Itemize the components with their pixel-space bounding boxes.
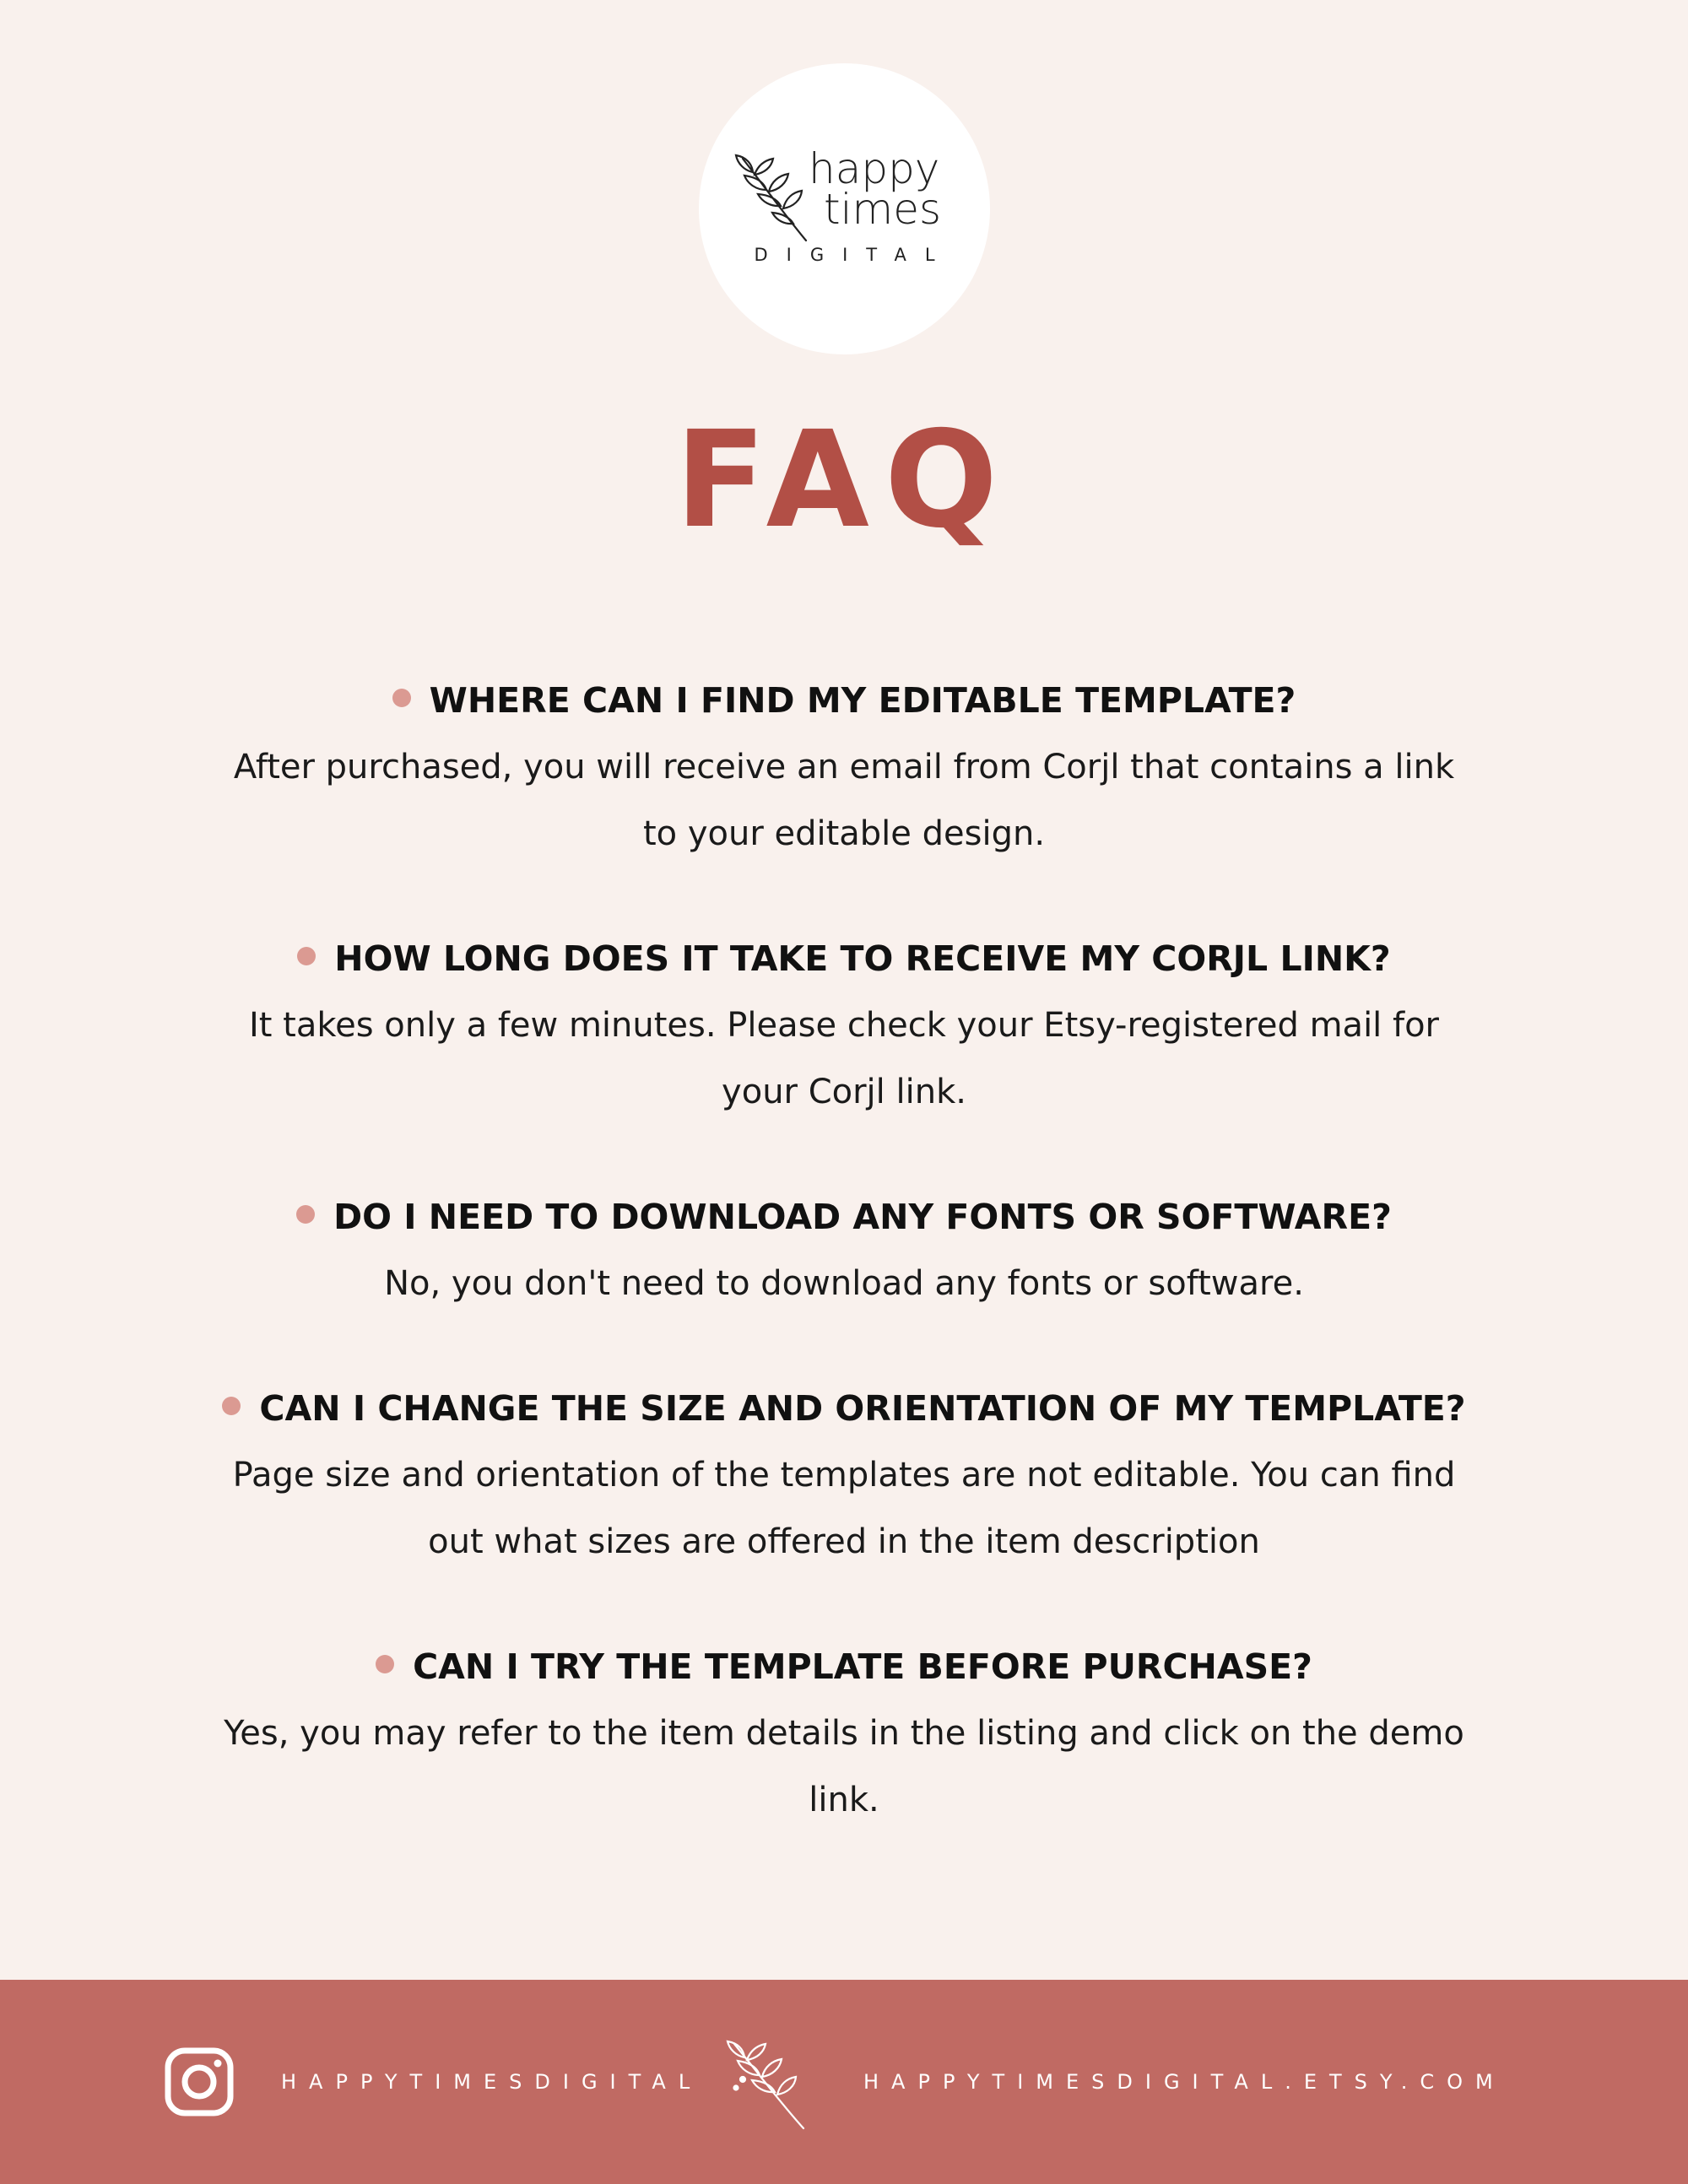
bullet-dot-icon [376, 1655, 394, 1673]
etsy-website-link[interactable]: HAPPYTIMESDIGITAL.ETSY.COM [863, 2070, 1506, 2094]
faq-answer: Page size and orientation of the templates are not editable. You can find out what sizes are offered in the item description [232, 1456, 1456, 1561]
faq-question [392, 667, 1296, 734]
faq-question-text: HOW LONG DOES IT TAKE TO RECEIVE MY CORJL LINK? [334, 938, 1391, 979]
instagram-icon[interactable] [165, 2047, 234, 2116]
faq-question [297, 925, 1390, 992]
faq-item [0, 1183, 1688, 1317]
bullet-dot-icon [392, 689, 411, 707]
logo-text-digital: DIGITAL [754, 245, 954, 265]
bullet-dot-icon [222, 1397, 241, 1415]
faq-question-text: WHERE CAN I FIND MY EDITABLE TEMPLATE? [429, 680, 1296, 721]
faq-answer: It takes only a few minutes. Please check your Etsy-registered mail for your Corjl link. [248, 1006, 1440, 1111]
logo-text-times: times [824, 185, 942, 234]
bullet-dot-icon [296, 1205, 315, 1224]
faq-item [0, 1633, 1688, 1834]
faq-answer: No, you don't need to download any fonts or software. [384, 1264, 1304, 1303]
faq-answer: After purchased, you will receive an email from Corjl that contains a link to your editable design. [233, 748, 1455, 853]
leaf-branch-icon [726, 2039, 810, 2132]
faq-list [0, 667, 1688, 1891]
faq-answer: Yes, you may refer to the item details in the listing and click on the demo link. [224, 1714, 1464, 1819]
faq-question-text: CAN I CHANGE THE SIZE AND ORIENTATION OF MY TEMPLATE? [259, 1388, 1466, 1429]
brand-logo [699, 63, 990, 354]
page-title: FAQ [674, 403, 1014, 558]
faq-question-text: DO I NEED TO DOWNLOAD ANY FONTS OR SOFTWARE? [333, 1197, 1392, 1237]
faq-question [296, 1183, 1392, 1251]
faq-question [376, 1633, 1312, 1700]
faq-question-text: CAN I TRY THE TEMPLATE BEFORE PURCHASE? [413, 1646, 1312, 1687]
leaf-branch-icon [734, 152, 814, 245]
faq-item [0, 667, 1688, 868]
footer [0, 1980, 1688, 2184]
faq-item [0, 925, 1688, 1126]
logo-text-happy: happy [809, 144, 940, 193]
faq-question [222, 1375, 1465, 1442]
faq-item [0, 1375, 1688, 1576]
instagram-handle[interactable]: HAPPYTIMESDIGITAL [281, 2070, 703, 2094]
bullet-dot-icon [297, 947, 316, 965]
